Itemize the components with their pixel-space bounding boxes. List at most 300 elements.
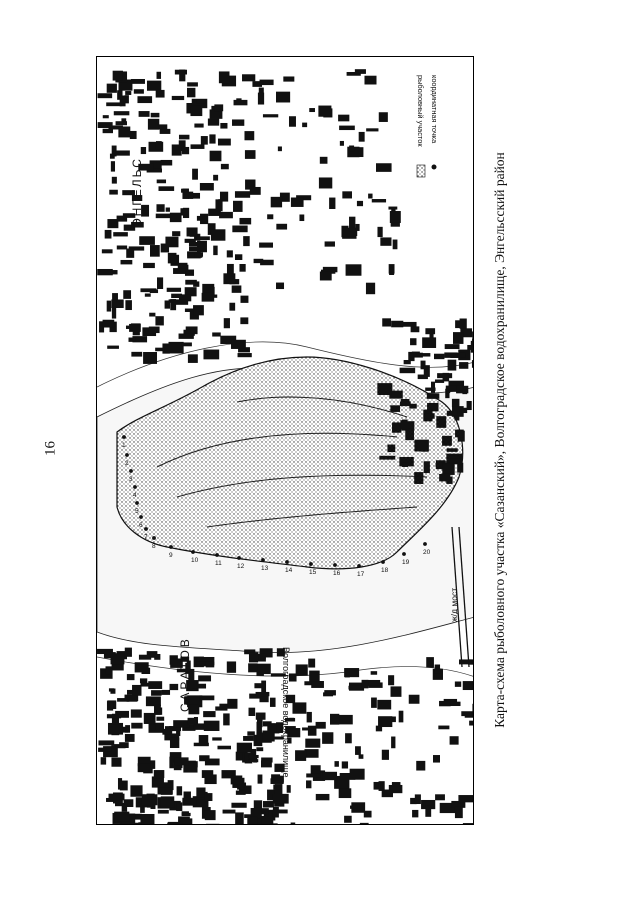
city-block [190, 106, 202, 116]
city-block [115, 150, 130, 155]
city-block [295, 750, 306, 761]
city-block [324, 690, 336, 695]
legend-point-label: координатная точка [430, 75, 439, 144]
city-block [164, 782, 173, 787]
city-block [111, 299, 123, 308]
city-block [223, 713, 229, 725]
city-block [179, 135, 189, 140]
city-block [107, 346, 119, 349]
city-block [97, 269, 113, 275]
city-block [390, 405, 400, 412]
city-block [182, 342, 192, 346]
city-block [231, 775, 243, 784]
coordinate-point-label: 19 [402, 559, 410, 566]
city-block [107, 701, 113, 710]
coordinate-point-label: 18 [381, 567, 389, 574]
city-block [258, 93, 264, 105]
city-block [145, 293, 151, 296]
city-block [160, 129, 171, 134]
city-block [192, 169, 198, 180]
city-block [155, 348, 165, 352]
city-block [250, 187, 261, 195]
city-block [311, 681, 324, 688]
city-block [199, 755, 209, 761]
city-block [304, 681, 311, 685]
city-block [319, 177, 332, 188]
city-block [302, 727, 311, 730]
city-block [98, 748, 112, 752]
city-block [371, 698, 377, 708]
city-block [371, 671, 377, 675]
city-block [337, 715, 353, 724]
city-block [243, 736, 254, 741]
city-block [185, 309, 194, 312]
city-block [435, 379, 444, 382]
city-block [469, 721, 474, 726]
city-block [447, 411, 458, 416]
city-block [442, 464, 454, 475]
city-block [392, 782, 401, 786]
coordinate-point-label: 10 [191, 557, 199, 564]
city-block [200, 214, 208, 224]
coordinate-point-label: 13 [261, 565, 269, 572]
coordinate-point-label: 17 [357, 571, 365, 578]
city-block [355, 69, 366, 74]
city-block [472, 360, 474, 368]
city-block [227, 250, 233, 257]
city-block [206, 824, 219, 825]
city-block [112, 307, 116, 319]
city-block [304, 749, 318, 758]
city-block [447, 448, 458, 452]
city-block [162, 690, 171, 695]
city-block [302, 123, 307, 128]
city-block [148, 681, 162, 689]
city-block [231, 803, 246, 808]
city-block [380, 237, 391, 245]
city-block [425, 328, 435, 334]
city-block [259, 243, 273, 248]
coordinate-point [122, 435, 126, 439]
city-block [125, 91, 131, 95]
city-block [125, 725, 130, 733]
city-block [278, 146, 282, 151]
city-block [157, 277, 163, 289]
city-block [97, 649, 113, 654]
city-block [107, 84, 117, 93]
city-block [193, 281, 199, 286]
city-block [329, 198, 335, 209]
city-block [439, 474, 450, 481]
city-block [243, 236, 250, 246]
city-block [376, 163, 392, 172]
coordinate-point-label: 20 [423, 549, 431, 556]
city-block [143, 352, 157, 364]
city-block [400, 401, 411, 406]
city-block [414, 440, 428, 452]
city-block [413, 810, 418, 814]
city-block [410, 338, 416, 345]
city-block [209, 134, 215, 143]
city-block [390, 211, 401, 223]
city-block [247, 817, 257, 825]
city-block [388, 207, 397, 210]
city-block [260, 80, 274, 85]
city-block [138, 763, 152, 772]
city-block [157, 180, 166, 184]
city-block [467, 401, 472, 410]
city-block [261, 808, 269, 814]
city-block [198, 675, 211, 681]
city-block [123, 290, 131, 299]
city-block [156, 717, 164, 721]
city-block [249, 652, 258, 662]
city-block [239, 218, 251, 224]
city-block [442, 436, 452, 446]
city-block [192, 684, 206, 689]
city-block [150, 289, 158, 293]
coordinate-point [423, 542, 427, 546]
city-block [143, 263, 155, 268]
city-block [140, 814, 154, 825]
city-block [400, 420, 407, 429]
city-block [357, 201, 363, 206]
city-block [448, 360, 457, 371]
city-block [150, 245, 160, 257]
city-block [306, 773, 321, 777]
city-block [342, 191, 352, 198]
city-block [237, 743, 252, 753]
city-block [121, 260, 133, 264]
city-block [415, 353, 431, 356]
city-block [346, 264, 362, 275]
city-block [446, 389, 450, 393]
city-block [427, 393, 440, 399]
city-block [131, 709, 142, 717]
city-block [181, 824, 191, 825]
city-block [172, 96, 184, 100]
city-block [391, 737, 395, 749]
city-block [159, 124, 168, 129]
city-block [149, 327, 160, 334]
city-block [118, 778, 122, 789]
city-block [221, 164, 229, 169]
coordinate-point [309, 562, 313, 566]
city-block [258, 775, 263, 784]
city-block [173, 268, 186, 274]
city-block [234, 100, 248, 105]
city-block [139, 236, 155, 245]
city-block [249, 755, 259, 758]
city-block [155, 316, 163, 325]
city-block [162, 729, 172, 735]
city-block [291, 197, 304, 206]
reservoir-label: Волгоградское водохранилище [281, 647, 291, 778]
city-block [401, 322, 417, 327]
city-block [156, 141, 162, 150]
city-block [433, 755, 440, 763]
city-block [139, 655, 151, 660]
city-block [387, 445, 395, 453]
coordinate-point-label: 12 [237, 563, 245, 570]
city-block [117, 698, 129, 702]
city-block [194, 124, 203, 128]
city-block [240, 296, 248, 303]
city-block [276, 92, 290, 103]
legend-hatch-icon [417, 165, 425, 177]
city-block [287, 785, 291, 793]
city-block [187, 82, 198, 86]
city-block [131, 723, 142, 729]
city-block [167, 823, 182, 825]
city-block [166, 208, 170, 212]
city-block [248, 663, 257, 672]
city-block [283, 76, 294, 81]
city-block [254, 683, 265, 688]
city-block [130, 131, 137, 139]
city-block [101, 757, 106, 764]
city-block [325, 241, 335, 246]
city-block [461, 711, 473, 716]
city-block [236, 752, 243, 761]
city-block [219, 71, 230, 83]
city-block [204, 721, 220, 731]
city-block [157, 72, 162, 79]
city-block [460, 319, 467, 329]
city-block [111, 161, 115, 171]
city-block [235, 191, 250, 198]
city-label-saratov: САРАТОВ [178, 636, 192, 712]
city-block [98, 122, 113, 128]
city-block [144, 713, 156, 724]
city-block [161, 244, 169, 253]
city-block [320, 157, 328, 164]
city-block [150, 760, 155, 769]
coordinate-point [169, 545, 173, 549]
city-block [212, 737, 221, 740]
city-block [131, 352, 142, 357]
city-block [199, 735, 209, 746]
coordinate-point [357, 564, 361, 568]
coordinate-point [144, 527, 148, 531]
city-block [420, 824, 435, 825]
city-block [454, 416, 459, 421]
city-block [267, 214, 273, 219]
city-block [262, 824, 278, 825]
coordinate-point-label: 15 [309, 569, 317, 576]
city-block [377, 227, 382, 237]
city-block [448, 455, 460, 459]
city-block [171, 256, 177, 264]
city-block [147, 81, 161, 91]
city-block [134, 89, 144, 93]
city-block [223, 273, 235, 284]
city-block [348, 686, 362, 690]
city-block [463, 823, 474, 825]
city-block [106, 666, 113, 674]
city-block [187, 227, 198, 236]
city-block [349, 217, 355, 228]
city-block [128, 338, 135, 342]
city-block [220, 123, 227, 129]
city-block [455, 681, 461, 686]
city-block [152, 776, 164, 787]
city-block [107, 301, 111, 312]
city-block [176, 802, 182, 811]
city-block [218, 199, 222, 210]
coordinate-point [135, 501, 139, 505]
city-block [439, 701, 451, 706]
city-block [199, 695, 214, 700]
city-block [231, 340, 246, 349]
city-block [257, 719, 263, 727]
city-block [435, 794, 445, 800]
city-block [130, 785, 142, 796]
city-block [105, 230, 112, 239]
city-block [291, 823, 296, 825]
city-block [112, 293, 118, 300]
city-block [366, 283, 375, 295]
city-block [189, 247, 197, 251]
city-block [205, 810, 216, 820]
city-block [316, 794, 330, 800]
city-block [227, 699, 237, 709]
city-block [141, 683, 149, 687]
city-block [171, 294, 182, 298]
city-block [214, 104, 223, 111]
city-block [154, 770, 165, 778]
city-block [360, 823, 369, 825]
city-block [379, 456, 395, 460]
city-block [362, 680, 369, 689]
city-block [184, 791, 191, 803]
city-block [200, 183, 214, 191]
coordinate-point [215, 553, 219, 557]
city-block [355, 224, 359, 231]
city-block [149, 313, 155, 317]
city-block [372, 199, 386, 202]
city-block [270, 698, 276, 707]
map-canvas [97, 57, 474, 825]
city-block [299, 214, 304, 221]
city-block [201, 136, 208, 145]
city-block [359, 754, 364, 758]
city-block [318, 106, 331, 117]
city-block [271, 774, 280, 780]
city-block [154, 654, 160, 660]
city-block [473, 336, 474, 342]
city-block [232, 226, 247, 233]
legend [416, 75, 439, 177]
city-block [261, 760, 272, 767]
city-block [349, 145, 354, 151]
city-block [434, 354, 444, 359]
city-block [210, 151, 222, 162]
city-block [203, 711, 215, 717]
city-block [261, 817, 273, 825]
city-block [309, 108, 315, 112]
city-block [340, 141, 344, 146]
city-block [289, 116, 296, 127]
city-block [392, 422, 401, 432]
city-block [382, 318, 391, 326]
city-block [161, 796, 175, 808]
city-block [377, 383, 392, 395]
city-block [273, 809, 288, 813]
city-block [217, 746, 231, 750]
city-block [306, 780, 311, 788]
city-block [179, 818, 192, 825]
city-block [256, 747, 263, 751]
city-block [172, 231, 180, 236]
city-block [236, 791, 246, 795]
city-block [426, 657, 434, 668]
city-block [189, 242, 199, 246]
city-block [195, 253, 202, 258]
city-label-engels: ЭНГЕЛЬС [130, 157, 144, 227]
city-block [219, 212, 233, 218]
city-block [215, 706, 227, 710]
city-block [158, 186, 174, 191]
city-block [208, 119, 219, 126]
city-block [350, 806, 357, 809]
city-block [177, 786, 183, 795]
city-block [109, 190, 118, 195]
city-block [242, 74, 255, 81]
city-block [116, 121, 127, 125]
city-block [444, 352, 458, 357]
city-block [414, 472, 423, 484]
coordinate-point [333, 563, 337, 567]
city-block [156, 90, 165, 98]
city-block [467, 345, 471, 350]
city-block [296, 664, 308, 675]
city-block [450, 736, 459, 744]
city-block [382, 750, 389, 760]
city-block [102, 249, 113, 253]
city-block [445, 344, 460, 349]
city-block [339, 126, 355, 130]
city-block [350, 769, 365, 780]
city-block [389, 268, 394, 275]
city-block [161, 160, 173, 166]
city-block [125, 300, 132, 310]
city-block [438, 726, 449, 730]
city-block [263, 114, 278, 117]
city-block [110, 154, 115, 159]
coordinate-point [125, 453, 129, 457]
city-block [276, 224, 287, 230]
city-block [343, 228, 358, 236]
city-block [378, 716, 392, 727]
city-block [141, 147, 146, 154]
city-block [182, 811, 189, 815]
city-block [368, 194, 372, 199]
city-block [345, 733, 352, 743]
city-block [240, 317, 248, 324]
city-block [129, 324, 141, 332]
city-block [338, 115, 349, 122]
coordinate-point [237, 556, 241, 560]
city-block [409, 695, 420, 704]
city-block [218, 139, 231, 146]
city-block [148, 119, 159, 130]
city-block [307, 712, 312, 723]
city-block [118, 126, 130, 137]
city-block [460, 408, 467, 413]
city-block [126, 248, 134, 257]
city-block [125, 648, 132, 657]
